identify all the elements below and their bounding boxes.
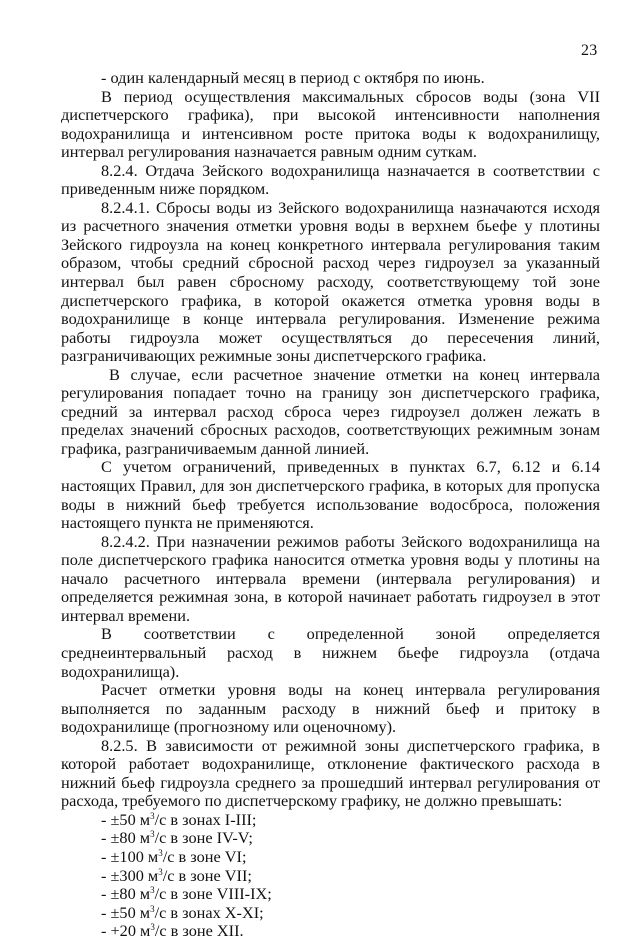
list-item: - ±80 $м^3/с$ в зоне IV-V; <box>101 828 253 848</box>
paragraph-max-discharge: В период осуществления максимальных сбросов воды (зона VII диспетчерского графика), при высокой интенсивности наполнения водохранилища и интенсивном росте притока воды к водохранилищу, интервал регулирования назначается равным одним суткам. <box>61 86 600 162</box>
paragraph-restrictions: С учетом ограничений, приведенных в пунктах 6.7, 6.12 и 6.14 настоящих Правил, для зон диспетчерского графика, в которых для пропуска воды в нижний бьеф требуется использование водосброса, положения настоящего пункта не применяются. <box>61 457 600 533</box>
list-item: - ±50 $м^3/с$ в зонах I-III; <box>101 809 257 829</box>
paragraph-8-2-4-2: 8.2.4.2. При назначении режимов работы Зейского водохранилища на поле диспетчерского графика наносится отметка уровня воды у плотины на начало расчетного интервала времени (интервала регулирования) и определяется режимная зона, в которой начинает работать гидроузел в этот интервал времени. <box>61 531 600 625</box>
list-item: - ±100 $м^3/с$ в зоне VI; <box>101 846 247 866</box>
list-item: - ±50 $м^3/с$ в зонах X-XI; <box>101 902 264 922</box>
paragraph-8-2-4: 8.2.4. Отдача Зейского водохранилища назначается в соответствии с приведенным ниже порядком. <box>61 160 600 199</box>
discharge-deviation-list <box>61 811 600 941</box>
list-item: - ±80 $м^3/с$ в зоне VIII-IX; <box>101 884 272 904</box>
page-number: 23 <box>581 42 598 59</box>
document-body <box>61 69 600 941</box>
paragraph-level-calculation: Расчет отметки уровня воды на конец интервала регулирования выполняется по заданным расходу в нижний бьеф и притоку в водохранилище (прогнозному или оценочному). <box>61 680 600 737</box>
paragraph-8-2-5: 8.2.5. В зависимости от режимной зоны диспетчерского графика, в которой работает водохранилище, отклонение фактического расхода в нижний бьеф гидроузла среднего за прошедший интервал регулирования от расхода, требуемого по диспетчерскому графику, не должно превышать: <box>61 735 600 811</box>
paragraph-interval-month: - один календарный месяц в период с октября по июнь. <box>101 68 485 87</box>
list-item: - ±300 $м^3/с$ в зоне VII; <box>101 865 252 885</box>
paragraph-8-2-4-1: 8.2.4.1. Сбросы воды из Зейского водохранилища назначаются исходя из расчетного значения отметки уровня воды в верхнем бьефе у плотины Зейского гидроузла на конец конкретного интервала регулирования таким образом, чтобы средний сбросной расход через гидроузел за указанный интервал был равен сбросному расходу, соответствующему той зоне диспетчерского графика, в которой окажется отметка уровня воды в водохранилище в конце интервала регулирования. Изменение режима работы гидроузла может осуществляться до пересечения линий, разграничивающих режимные зоны диспетчерского графика. <box>61 197 600 366</box>
paragraph-zone-boundary: В случае, если расчетное значение отметки на конец интервала регулирования попадает точно на границу зон диспетчерского графика, средний за интервал расход сброса через гидроузел должен лежать в пределах значений сбросных расходов, соответствующих режимным зонам графика, разграничиваемым данной линией. <box>61 364 600 458</box>
paragraph-mean-discharge: В соответствии с определенной зоной определяется среднеинтервальный расход в нижнем бьефе гидроузла (отдача водохранилища). <box>61 624 600 681</box>
list-item: - +20 $м^3/с$ в зоне XII. <box>101 921 244 941</box>
